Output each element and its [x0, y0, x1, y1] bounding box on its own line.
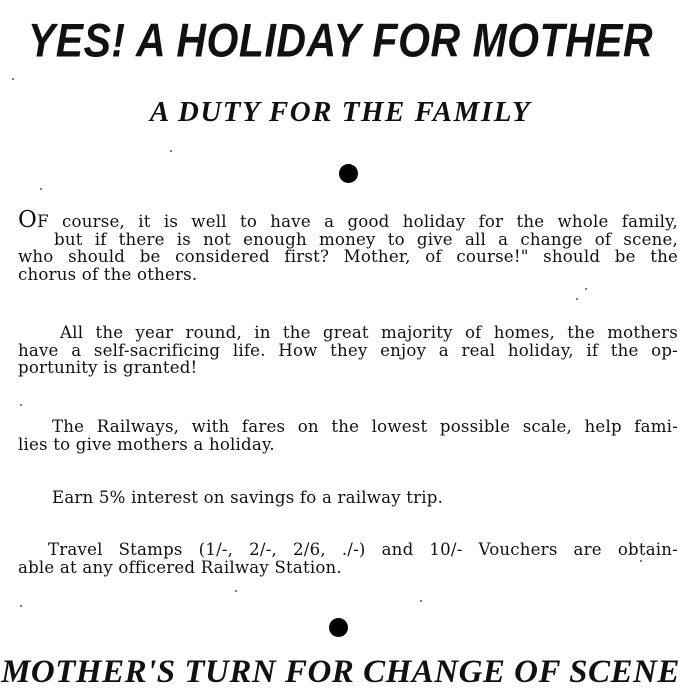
paragraph-1-line-3: who should be considered first? Mother, of course!" should be the: [18, 247, 678, 266]
print-speck: [170, 150, 172, 152]
paragraph-3: [18, 418, 678, 453]
paragraph-1-line-1: [18, 207, 678, 233]
paragraph-5-line-1: Travel Stamps (1/-, 2/-, 2/6, ./-) and 10/- Vouchers are obtain-: [48, 540, 678, 559]
paragraph-4-line-1: Earn 5% interest on savings fo a railway trip.: [52, 488, 444, 507]
print-speck: [12, 78, 14, 80]
print-speck: [20, 404, 22, 406]
paragraph-1-line-1-text: F course, it is well to have a good holiday for the whole family,: [37, 212, 678, 231]
print-speck: [235, 590, 237, 592]
print-speck: [20, 605, 22, 607]
paragraph-3-line-1: The Railways, with fares on the lowest possible scale, help fami-: [52, 417, 678, 436]
paragraph-1-line-2: but if there is not enough money to give all a change of scene,: [54, 229, 678, 249]
paragraph-2-line-3: portunity is granted!: [18, 358, 198, 377]
print-speck: [585, 288, 587, 290]
subheadline: A DUTY FOR THE FAMILY: [149, 96, 532, 128]
print-speck: [420, 600, 422, 602]
paragraph-5: [18, 541, 678, 576]
paragraph-2: [18, 324, 678, 377]
paragraph-2-line-2: have a self-sacrificing life. How they enjoy a real holiday, if the op-: [18, 340, 678, 360]
print-speck: [576, 298, 578, 300]
print-speck: [640, 560, 642, 562]
bullet-divider-bottom: [329, 618, 348, 637]
print-speck: [40, 188, 42, 190]
dropcap: O: [18, 207, 38, 233]
paragraph-1-line-4: chorus of the others.: [18, 264, 198, 284]
bullet-divider-top: [339, 164, 358, 183]
footer-headline: MOTHER'S TURN FOR CHANGE OF SCENE: [1, 654, 680, 690]
paragraph-3-line-2: lies to give mothers a holiday.: [18, 434, 275, 454]
paragraph-2-line-1: All the year round, in the great majority of homes, the mothers: [60, 323, 678, 342]
headline: YES! A HOLIDAY FOR MOTHER: [27, 14, 654, 67]
paragraph-5-line-2: able at any officered Railway Station.: [18, 557, 342, 577]
paragraph-1: [18, 207, 678, 284]
paragraph-4: [18, 489, 678, 507]
